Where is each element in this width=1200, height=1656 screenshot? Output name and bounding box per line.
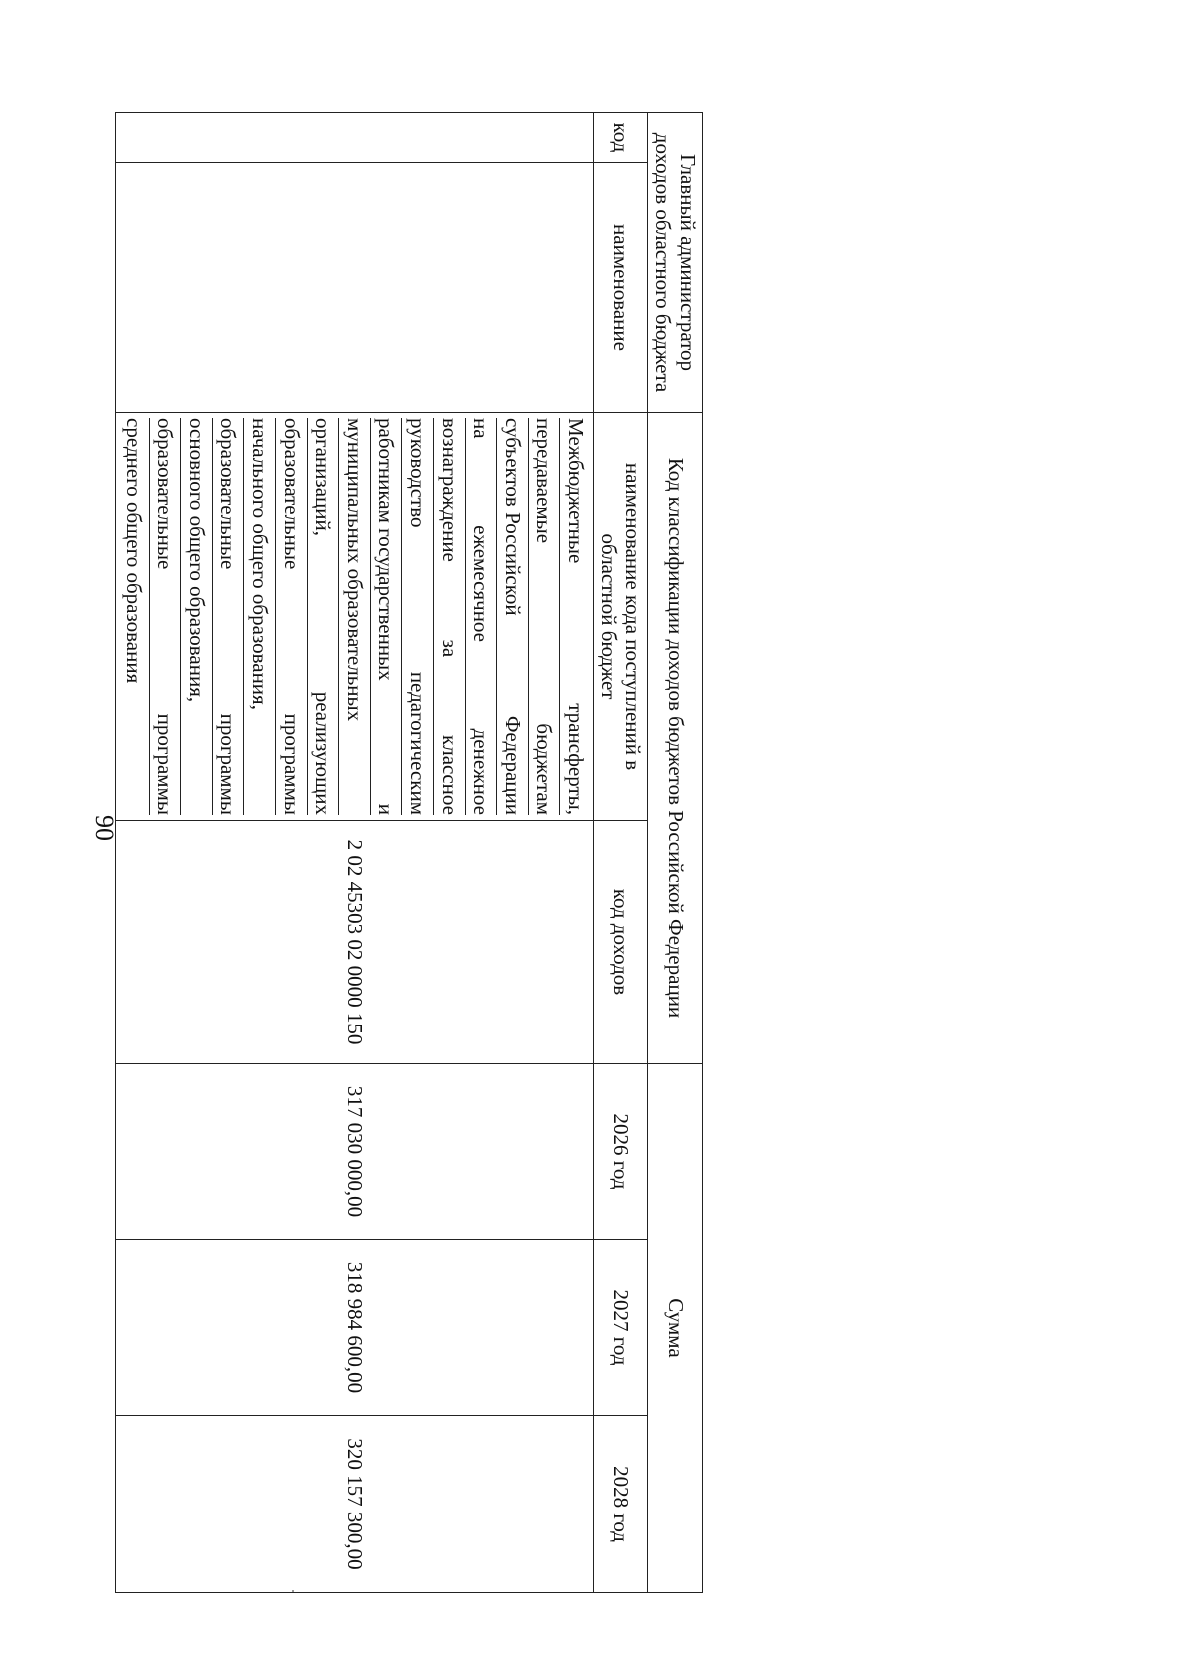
amount-2028-cell: 320 157 300,00 [116,1416,594,1593]
description-line [433,418,465,815]
description-word: образовательные [279,418,304,570]
description-word: руководство [405,418,430,528]
description-word: за [437,639,462,658]
description-word: реализующих [311,691,336,815]
header-sum: Сумма [648,1064,703,1593]
description-line [243,418,275,815]
header-admin-name: наименование [593,163,648,413]
scan-speck [292,1590,294,1592]
description-word: основного общего образования, [184,418,209,703]
revenue-description-cell [116,413,594,821]
admin-code-cell [116,113,594,163]
description-word: муниципальных образовательных [342,418,367,722]
description-line [275,418,307,815]
description-line [559,418,591,815]
description-line [180,418,212,815]
description-word: программы [279,713,304,815]
description-word: на [469,418,494,439]
amount-2027-cell: 318 984 600,00 [116,1240,594,1416]
rotated-table-wrapper [121,112,703,1592]
header-year-2026: 2026 год [593,1064,648,1240]
description-word: и [374,803,399,815]
header-year-2028: 2028 год [593,1416,648,1593]
page-number: 90 [90,815,119,841]
description-line [465,418,497,815]
description-word: программы [216,713,241,815]
description-word: среднего общего образования [121,418,146,684]
description-word: Межбюджетные [563,418,588,564]
description-word: денежное [469,728,494,815]
description-word: образовательные [216,418,241,570]
description-word: программы [153,713,178,815]
description-line [401,418,433,815]
header-year-2027: 2027 год [593,1240,648,1416]
description-word: бюджетам [532,723,557,815]
header-revenue-name: наименование кода поступлений в областной бюджет [593,413,648,821]
revenue-table [115,112,703,1593]
header-admin-code: код [593,113,648,163]
description-word: вознаграждение [437,418,462,562]
description-word: образовательные [153,418,178,570]
description-line [212,418,244,815]
admin-name-cell [116,163,594,413]
description-line [528,418,560,815]
description-word: Федерации [500,715,525,815]
description-word: педагогическим [405,671,430,815]
description-word: классное [437,735,462,815]
header-revenue-code: код доходов [593,821,648,1064]
description-line [370,418,402,815]
description-word: начального общего образования, [248,418,272,710]
description-line [496,418,528,815]
description-word: работникам государственных [374,418,399,681]
header-classification-code: Код классификации доходов бюджетов Российской Федерации [648,413,703,1064]
description-line [338,418,370,815]
description-word: организаций, [311,418,336,536]
description-word: передаваемые [532,418,557,544]
table-row [116,113,594,1593]
description-word: ежемесячное [469,525,494,643]
description-line [149,418,181,815]
amount-2026-cell: 317 030 000,00 [116,1064,594,1240]
description-word: трансферты, [563,703,588,815]
revenue-code-cell: 2 02 45303 02 0000 150 [116,821,594,1064]
description-line [307,418,339,815]
description-word: субъектов Российской [500,418,525,616]
description-line [118,418,149,815]
header-main-administrator: Главный администратор доходов областного бюджета [648,113,703,413]
